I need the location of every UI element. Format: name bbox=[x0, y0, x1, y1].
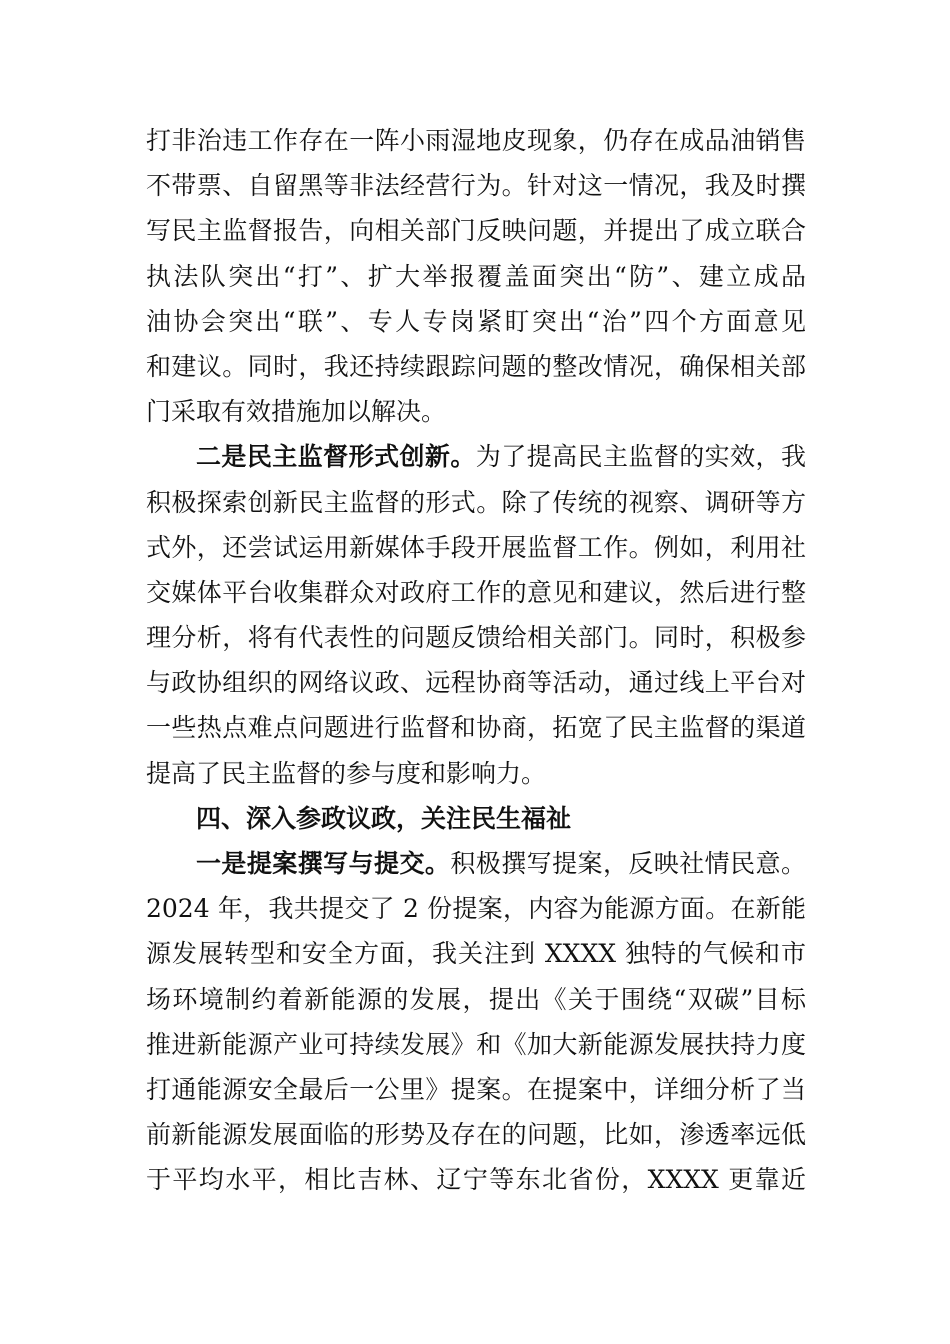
paragraph-3 bbox=[146, 841, 806, 1203]
text-line: 式外，还尝试运用新媒体手段开展监督工作。例如，利用社 bbox=[146, 532, 806, 562]
paragraph-first-line-text: 积极撰写提案，反映社情民意。 bbox=[450, 849, 806, 878]
text-line: 理分析，将有代表性的问题反馈给相关部门。同时，积极参 bbox=[146, 623, 806, 653]
section-heading: 四、深入参政议政，关注民生福祉 bbox=[196, 803, 572, 833]
paragraph-first-line bbox=[146, 841, 806, 886]
paragraph-1 bbox=[146, 118, 806, 434]
text-line: 推进新能源产业可持续发展》和《加大新能源发展扶持力度 bbox=[146, 1029, 806, 1059]
document-body bbox=[146, 118, 806, 1203]
text-line: 执法队突出“打”、扩大举报覆盖面突出“防”、建立成品 bbox=[146, 261, 806, 291]
text-line: 提高了民主监督的参与度和影响力。 bbox=[146, 758, 547, 788]
text-line: 2024 年，我共提交了 2 份提案，内容为能源方面。在新能 bbox=[146, 894, 806, 924]
text-line: 场环境制约着新能源的发展，提出《关于围绕“双碳”目标 bbox=[146, 984, 806, 1014]
text-line: 源发展转型和安全方面，我关注到 XXXX 独特的气候和市 bbox=[146, 939, 806, 969]
text-line: 于平均水平，相比吉林、辽宁等东北省份，XXXX 更靠近 bbox=[146, 1165, 806, 1195]
text-line: 积极探索创新民主监督的形式。除了传统的视察、调研等方 bbox=[146, 487, 806, 517]
paragraph-lead-bold: 一是提案撰写与提交。 bbox=[196, 849, 451, 878]
text-line: 打非治违工作存在一阵小雨湿地皮现象，仍存在成品油销售 bbox=[146, 126, 806, 155]
text-line: 写民主监督报告，向相关部门反映问题，并提出了成立联合 bbox=[146, 216, 806, 246]
text-line: 不带票、自留黑等非法经营行为。针对这一情况，我及时撰 bbox=[146, 171, 806, 201]
paragraph-lead-bold: 二是民主监督形式创新。 bbox=[196, 442, 476, 472]
text-line: 和建议。同时，我还持续跟踪问题的整改情况，确保相关部 bbox=[146, 351, 806, 381]
text-line: 与政协组织的网络议政、远程协商等活动，通过线上平台对 bbox=[146, 668, 806, 698]
text-line: 门采取有效措施加以解决。 bbox=[146, 397, 447, 427]
paragraph-first-line bbox=[146, 434, 806, 479]
paragraph-2 bbox=[146, 434, 806, 796]
text-line: 前新能源发展面临的形势及存在的问题，比如，渗透率远低 bbox=[146, 1120, 806, 1150]
text-line: 打通能源安全最后一公里》提案。在提案中，详细分析了当 bbox=[146, 1074, 806, 1104]
text-line: 交媒体平台收集群众对政府工作的意见和建议，然后进行整 bbox=[146, 577, 806, 607]
text-line: 一些热点难点问题进行监督和协商，拓宽了民主监督的渠道 bbox=[146, 713, 806, 743]
paragraph-first-line-text: 为了提高民主监督的实效，我 bbox=[475, 442, 806, 472]
text-line: 油协会突出“联”、专人专岗紧盯突出“治”四个方面意见 bbox=[146, 306, 806, 336]
